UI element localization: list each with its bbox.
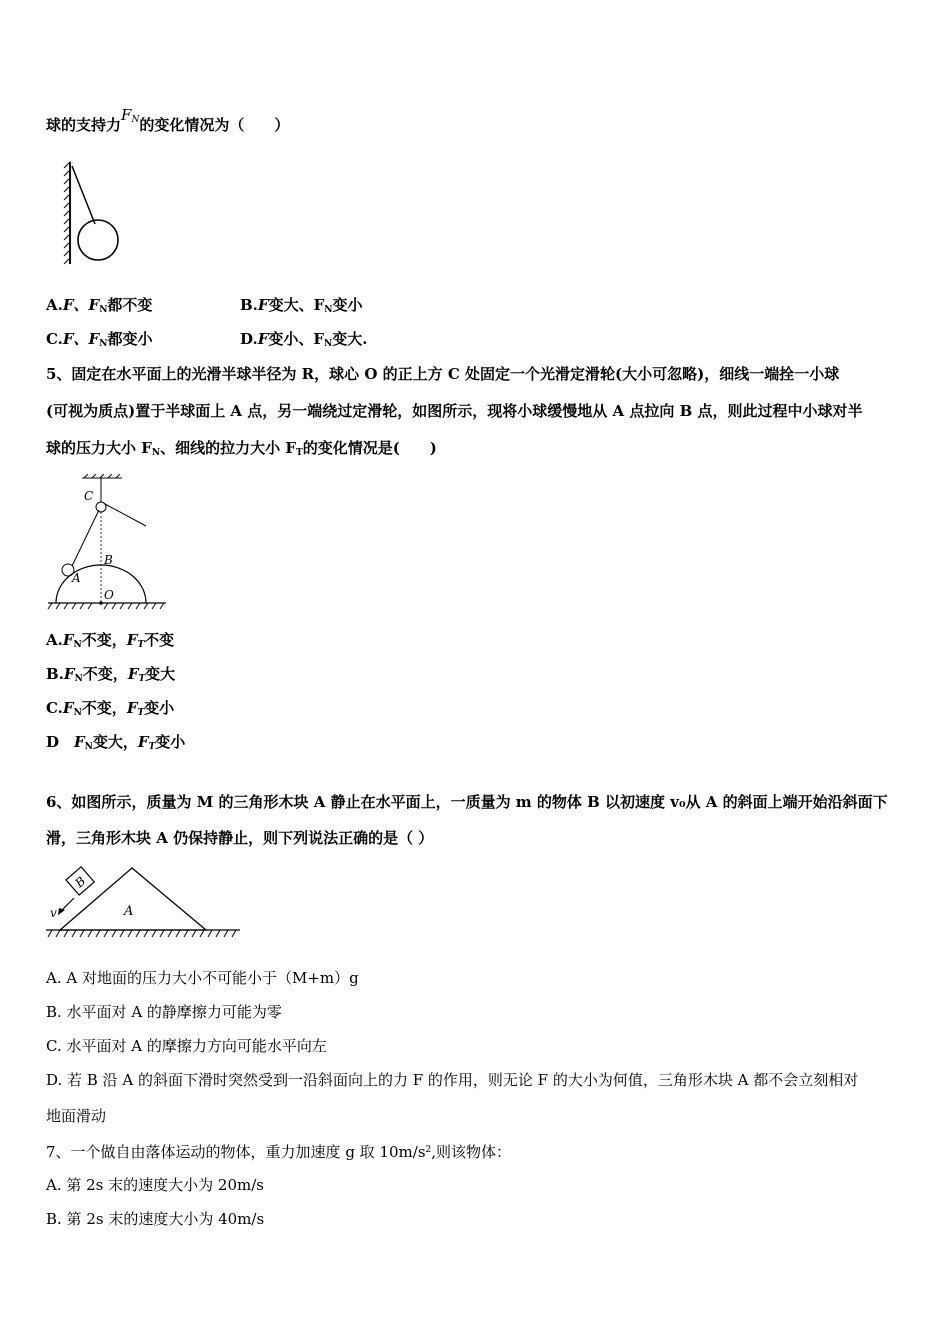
q5-stem-line1: 5、固定在水平面上的光滑半球半径为 R，球心 O 的正上方 C 处固定一个光滑定滑轮(大小可忽略)，细线一端拴一小球 (46, 365, 840, 383)
q4-stem-b: 的变化情况为（ ） (139, 116, 290, 134)
q6-option-d-cont: 地面滑动 (46, 1107, 107, 1125)
q5-label-a: A (72, 571, 81, 585)
q6-label-b: B (72, 873, 89, 891)
q5-option-a: $A.F_N$不变，$F_T$不变 (46, 631, 175, 650)
q4-option-b: B.F变大、$F_N$变小 (240, 296, 363, 315)
q6-option-a: A. A 对地面的压力大小不可能小于（M+m）g (46, 969, 359, 987)
q5-stem-line3: 球的压力大小 $F_N$、细线的拉力大小 $F_T$的变化情况是( ) (46, 439, 437, 458)
q6-label-v: v (50, 906, 57, 920)
q7-stem: 7、一个做自由落体运动的物体，重力加速度 g 取 $10m/s^2$,则该物体： (46, 1143, 512, 1161)
q6-stem-line2: 滑，三角形木块 A 仍保持静止，则下列说法正确的是（ ） (46, 829, 434, 847)
q4-option-a: A.F、$F_N$都不变 (46, 296, 153, 315)
q6-option-b: B. 水平面对 A 的静摩擦力可能为零 (46, 1003, 282, 1021)
q6-option-d: D. 若 B 沿 A 的斜面下滑时突然受到一沿斜面向上的力 F 的作用，则无论 F 的大小为何值，三角形木块 A 都不会立刻相对 (46, 1071, 859, 1089)
q5-label-b: B (104, 553, 113, 567)
q4-stem-a: 球的支持力 (46, 116, 122, 134)
q6-stem-line1: 6、如图所示，质量为 M 的三角形木块 A 静止在水平面上，一质量为 m 的物体 B 以初速度 v₀从 A 的斜面上端开始沿斜面下 (46, 793, 888, 811)
q5-option-d: D $F_N$变大，$F_T$变小 (46, 733, 186, 752)
q7-option-b: B. 第 2s 末的速度大小为 40m/s (46, 1210, 265, 1228)
q7-option-a: A. 第 2s 末的速度大小为 20m/s (46, 1176, 264, 1194)
q5-label-o: O (104, 588, 114, 602)
q5-stem-line2: (可视为质点)置于半球面上 A 点，另一端绕过定滑轮，如图所示，现将小球缓慢地从 A 点拉向 B 点，则此过程中小球对半 (46, 402, 863, 420)
q6-label-a: A (124, 904, 134, 919)
q5-option-c: $C.F_N$不变，$F_T$变小 (46, 699, 175, 718)
q4-stem (46, 106, 290, 140)
q4-option-d: D.F变小、$F_N$变大. (240, 330, 368, 349)
q6-option-c: C. 水平面对 A 的摩擦力方向可能水平向左 (46, 1037, 327, 1055)
q5-figure (46, 474, 176, 618)
q4-figure (60, 160, 140, 274)
q6-figure (46, 860, 246, 946)
q4-fn-symbol: $F_N$ (121, 106, 140, 125)
q4-option-c: C.F、$F_N$都变小 (46, 330, 153, 349)
q5-option-b: $B.F_N$不变，$F_T$变大 (46, 665, 176, 684)
q5-label-c: C (84, 489, 94, 503)
